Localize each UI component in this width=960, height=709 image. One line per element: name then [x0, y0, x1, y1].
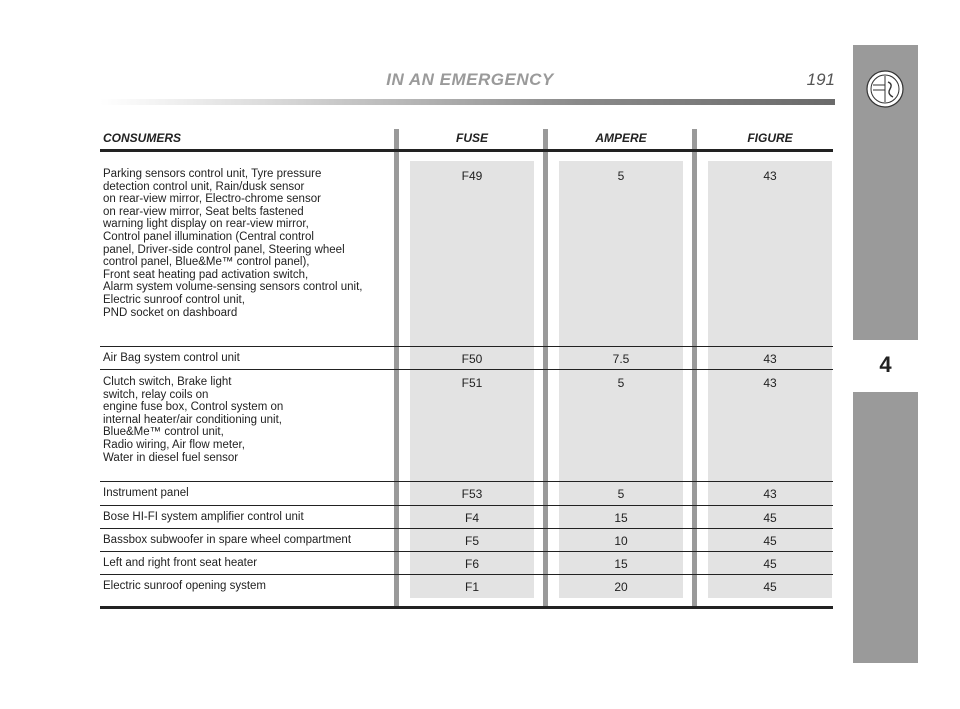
table-row-ampere: 5	[617, 376, 625, 390]
table-row-consumer: Electric sunroof opening system	[103, 580, 266, 592]
table-row-fuse: F6	[464, 557, 479, 571]
table-row-ampere: 7.5	[612, 352, 630, 366]
table-row-consumer: Left and right front seat heater	[103, 557, 258, 569]
table-row-ampere: 15	[614, 557, 628, 571]
table-row-ampere: 5	[617, 169, 625, 183]
row-divider	[100, 574, 833, 575]
table-row-figure: 45	[763, 557, 777, 571]
table-row-figure: 45	[763, 534, 777, 548]
column-header-ampere: AMPERE	[595, 131, 647, 145]
chapter-tab-number: 4	[879, 352, 892, 377]
table-row-figure: 45	[763, 580, 777, 594]
row-divider	[100, 505, 833, 506]
column-header-fuse: FUSE	[455, 131, 488, 145]
table-row-fuse: F4	[464, 511, 479, 525]
table-row-consumer: Bose HI-FI system amplifier control unit	[103, 511, 304, 523]
table-row-ampere: 20	[614, 580, 628, 594]
table-footer-rule	[100, 606, 833, 609]
table-row-fuse: F5	[464, 534, 479, 548]
row-divider	[100, 369, 833, 370]
table-row-figure: 43	[763, 487, 777, 501]
table-row-figure: 43	[763, 376, 777, 390]
row-divider	[100, 528, 833, 529]
table-row-ampere: 10	[614, 534, 628, 548]
row-divider	[100, 481, 833, 482]
table-row-fuse: F49	[461, 169, 483, 183]
table-row-figure: 43	[763, 169, 777, 183]
page-number: 191	[806, 70, 835, 89]
header-divider	[100, 99, 835, 105]
table-header-rule	[100, 149, 833, 152]
page-header-title: IN AN EMERGENCY	[386, 70, 554, 89]
table-row-ampere: 5	[617, 487, 625, 501]
table-row-figure: 45	[763, 511, 777, 525]
row-divider	[100, 346, 833, 347]
table-row-fuse: F51	[461, 376, 483, 390]
table-row-consumer: Parking sensors control unit, Tyre pressure detection control unit, Rain/dusk sensor on rear-view mirror, Electro-chrome sensor on rear-view mirror, Seat belts fastened warning light display on rear-view mirror, Control panel illumination (Central control panel, Driver-side control panel, Steering wheel control panel, Blue&Me™ control panel), Front seat heating pad activation switch, Alarm system volume-sensing sensors control unit, Electric sunroof control unit, PND socket on dashboard	[103, 168, 363, 319]
table-row-consumer: Clutch switch, Brake light switch, relay coils on engine fuse box, Control system on internal heater/air conditioning unit, Blue&Me™ control unit, Radio wiring, Air flow meter, Water in diesel fuel sensor	[103, 376, 284, 464]
table-row-fuse: F1	[464, 580, 479, 594]
brand-logo-icon	[866, 70, 904, 108]
table-row-ampere: 15	[614, 511, 628, 525]
table-row-figure: 43	[763, 352, 777, 366]
table-row-consumer: Instrument panel	[103, 487, 189, 499]
column-header-figure: FIGURE	[747, 131, 793, 145]
row-divider	[100, 551, 833, 552]
table-row-fuse: F53	[461, 487, 483, 501]
table-row-consumer: Bassbox subwoofer in spare wheel compartment	[103, 534, 352, 546]
table-row-consumer: Air Bag system control unit	[103, 352, 240, 364]
table-row-fuse: F50	[461, 352, 483, 366]
column-header-consumers: CONSUMERS	[103, 131, 182, 145]
